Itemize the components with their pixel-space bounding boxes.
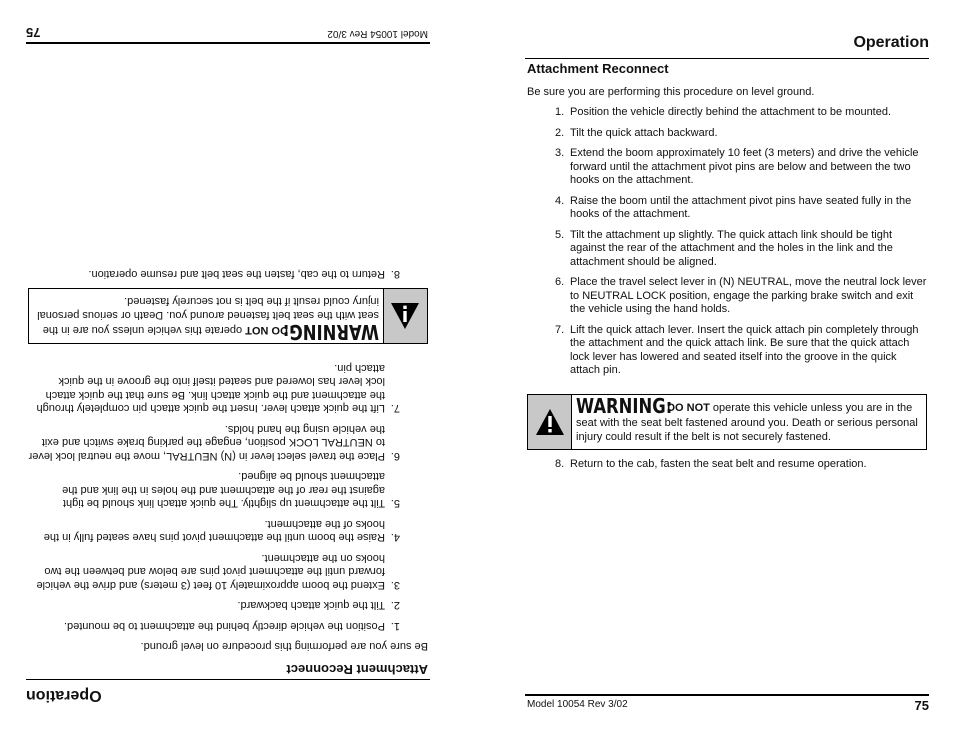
left-page-mirrored (26, 0, 430, 738)
list-item: 2. Tilt the quick attach backward. (555, 126, 718, 139)
footer-divider (525, 694, 929, 696)
header-divider (26, 679, 430, 680)
section-heading: Attachment Reconnect (286, 662, 428, 677)
list-item: 4. Raise the boom until the attachment pivot pins have seated fully in the hooks of the attachment. (43, 518, 400, 544)
section-heading: Attachment Reconnect (527, 61, 669, 76)
footer-model-revision: Model 10054 Rev 3/02 (327, 28, 428, 39)
list-item: 4. Raise the boom until the attachment pivot pins have seated fully in the hooks of the attachment. (555, 194, 912, 220)
warning-emphasis: DO NOT (667, 402, 710, 414)
list-item: 2. Tilt the quick attach backward. (237, 599, 400, 612)
warning-icon-cell (383, 289, 427, 343)
list-item: 3. Extend the boom approximately 10 feet (3 meters) and drive the vehicle forward until the attachment pivot pins are below and between the two hooks on the attachment. (555, 147, 919, 186)
list-item: 1. Position the vehicle directly behind the attachment to be mounted. (63, 620, 400, 632)
list-item: 6. Place the travel select lever in (N) NEUTRAL, move the neutral lock lever to NEUTRAL LOCK position, engage the parking brake switch and exit the vehicle using the hand holds. (28, 423, 400, 462)
warning-message (29, 289, 383, 343)
warning-label: WARNING: (576, 394, 673, 418)
page-header-title: Operation (853, 34, 929, 51)
page-number: 75 (26, 25, 41, 40)
list-item: 8. Return to the cab, fasten the seat belt and resume operation. (88, 268, 400, 280)
warning-icon-cell (528, 395, 572, 449)
right-page (525, 0, 929, 738)
list-item: 6. Place the travel select lever in (N) NEUTRAL, move the neutral lock lever to NEUTRAL LOCK position, engage the parking brake switch and exit the vehicle using the hand holds. (555, 276, 927, 315)
warning-emphasis: DO NOT (245, 324, 288, 336)
warning-message (572, 395, 926, 449)
procedure-steps-continued (555, 458, 927, 479)
warning-box (28, 288, 428, 344)
procedure-steps-continued (28, 260, 400, 281)
warning-text: operate this vehicle unless you are in the seat with the seat belt fastened around you. Death or serious personal injury could result if the belt is not securely fastened. (37, 295, 379, 336)
intro-text: Be sure you are performing this procedure on level ground. (140, 640, 428, 652)
header-divider (525, 58, 929, 59)
page-number: 75 (914, 698, 929, 713)
warning-label: WARNING: (282, 320, 379, 344)
procedure-steps (28, 354, 400, 633)
exclamation-triangle-icon (535, 408, 565, 436)
list-item: 1. Position the vehicle directly behind the attachment to be mounted. (555, 106, 892, 118)
footer-divider (26, 42, 430, 44)
intro-text: Be sure you are performing this procedure on level ground. (527, 86, 815, 98)
list-item: 3. Extend the boom approximately 10 feet (3 meters) and drive the vehicle forward until the attachment pivot pins are below and between the two hooks on the attachment. (36, 552, 400, 591)
exclamation-triangle-icon (391, 302, 421, 330)
list-item: 8. Return to the cab, fasten the seat belt and resume operation. (555, 458, 867, 470)
procedure-steps (555, 106, 927, 385)
list-item: 5. Tilt the attachment up slightly. The quick attach link should be tight against the rear of the attachment and the holes in the link and the attachment should be aligned. (62, 470, 400, 510)
warning-box (527, 394, 927, 450)
page-header-title: Operation (26, 687, 102, 704)
footer-model-revision: Model 10054 Rev 3/02 (527, 699, 628, 710)
list-item: 7. Lift the quick attach lever. Insert the quick attach pin completely through the attachment and the quick attach link. Be sure that the quick attach lock lever has lowered and seated itself into the groove in the quick attach pin. (36, 362, 400, 415)
list-item: 5. Tilt the attachment up slightly. The quick attach link should be tight against the rear of the attachment and the holes in the link and the attachment should be aligned. (555, 228, 893, 268)
warning-text: operate this vehicle unless you are in the seat with the seat belt fastened around you. Death or serious personal injury could result if the belt is not securely fastened. (576, 402, 918, 443)
list-item: 7. Lift the quick attach lever. Insert the quick attach pin completely through the attachment and the quick attach link. Be sure that the quick attach lock lever has lowered and seated itself into the groove in the quick attach pin. (555, 323, 919, 376)
